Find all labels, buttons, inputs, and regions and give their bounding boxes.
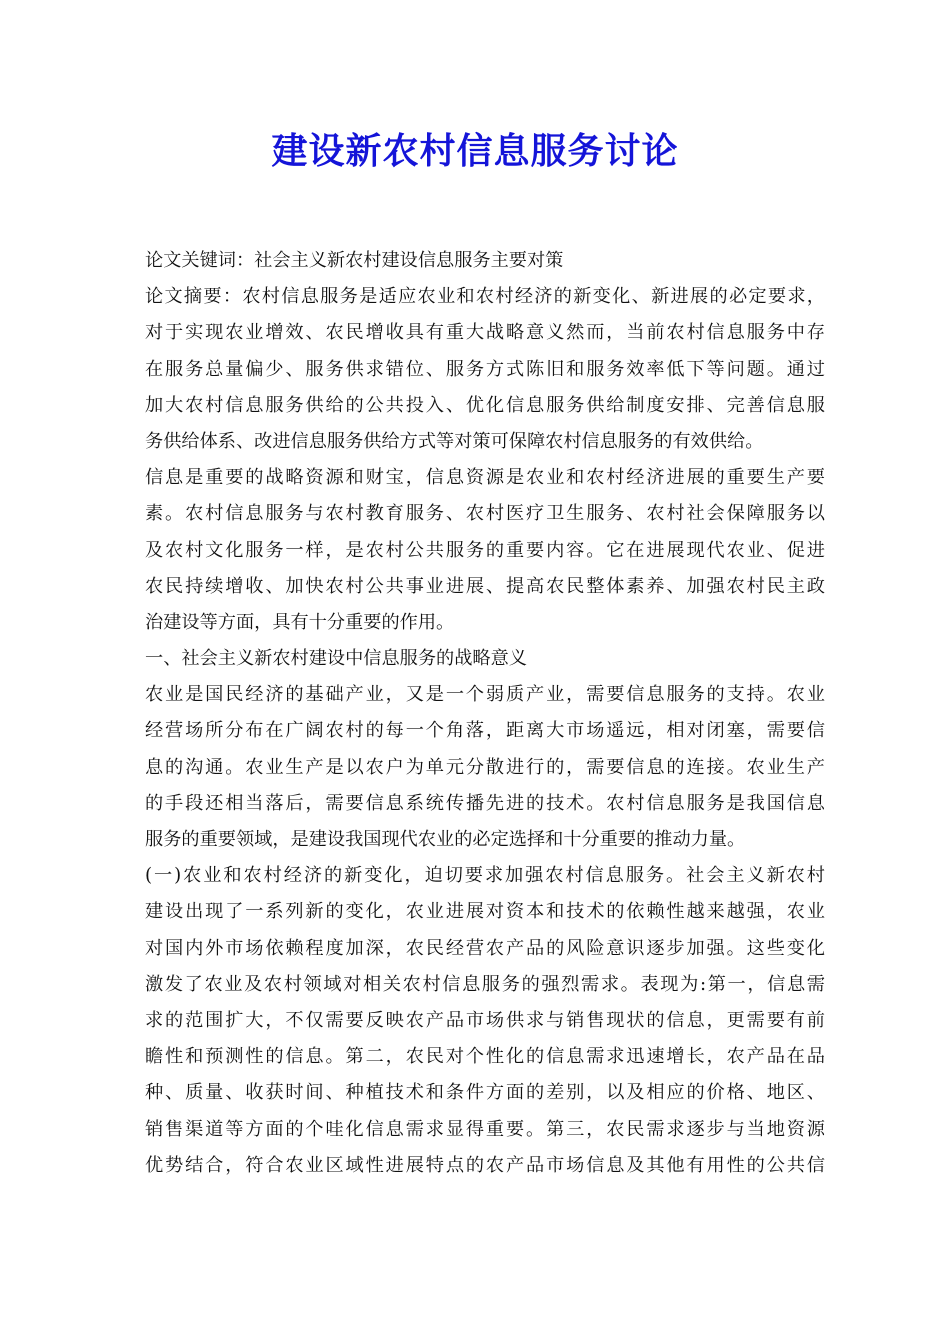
text-line: 种、质量、收获时间、种植技术和条件方面的差别，以及相应的价格、地区、 — [145, 1082, 825, 1104]
text-line: 农业是国民经济的基础产业，又是一个弱质产业，需要信息服务的支持。农业 — [145, 684, 825, 706]
text-line: (一)农业和农村经济的新变化，迫切要求加强农村信息服务。社会主义新农村 — [145, 865, 825, 887]
text-line: 的手段还相当落后，需要信息系统传播先进的技术。农村信息服务是我国信息 — [145, 792, 825, 814]
text-line: 求的范围扩大，不仅需要反映农产品市场供求与销售现状的信息，更需要有前 — [145, 1009, 825, 1031]
text-line: 及农村文化服务一样，是农村公共服务的重要内容。它在进展现代农业、促进 — [145, 539, 825, 561]
text-line: 论文摘要：农村信息服务是适应农业和农村经济的新变化、新进展的必定要求， — [145, 286, 825, 308]
text-line: 一、社会主义新农村建设中信息服务的战略意义 — [145, 648, 527, 670]
document-body — [145, 243, 825, 1184]
text-line: 信息是重要的战略资源和财宝，信息资源是农业和农村经济进展的重要生产要 — [145, 467, 825, 489]
text-line: 优势结合，符合农业区域性进展特点的农产品市场信息及其他有用性的公共信 — [145, 1154, 825, 1176]
text-line: 素。农村信息服务与农村教育服务、农村医疗卫生服务、农村社会保障服务以 — [145, 503, 825, 525]
text-line: 瞻性和预测性的信息。第二，农民对个性化的信息需求迅速增长，农产品在品 — [145, 1046, 825, 1068]
text-line: 治建设等方面，具有十分重要的作用。 — [145, 611, 455, 633]
text-line: 经营场所分布在广阔农村的每一个角落，距离大市场遥远，相对闭塞，需要信 — [145, 720, 825, 742]
text-line: 对于实现农业增效、农民增收具有重大战略意义然而，当前农村信息服务中存 — [145, 322, 825, 344]
text-line: 建设出现了一系列新的变化，农业进展对资本和技术的依赖性越来越强，农业 — [145, 901, 825, 923]
document-title: 建设新农村信息服务讨论 — [271, 131, 679, 172]
text-line: 论文关键词：社会主义新农村建设信息服务主要对策 — [145, 250, 564, 271]
text-line: 农民持续增收、加快农村公共事业进展、提高农民整体素养、加强农村民主政 — [145, 575, 825, 597]
text-line: 服务的重要领域，是建设我国现代农业的必定选择和十分重要的推动力量。 — [145, 829, 746, 850]
text-line: 激发了农业及农村领域对相关农村信息服务的强烈需求。表现为:第一，信息需 — [145, 973, 825, 995]
text-line: 务供给体系、改进信息服务供给方式等对策可保障农村信息服务的有效供给。 — [145, 430, 764, 452]
text-line: 销售渠道等方面的个哇化信息需求显得重要。第三，农民需求逐步与当地资源 — [145, 1118, 825, 1140]
text-line: 在服务总量偏少、服务供求错位、服务方式陈旧和服务效率低下等问题。通过 — [145, 358, 825, 380]
text-line: 加大农村信息服务供给的公共投入、优化信息服务供给制度安排、完善信息服 — [145, 394, 825, 416]
text-line: 对国内外市场依赖程度加深，农民经营农产品的风险意识逐步加强。这些变化 — [145, 937, 825, 959]
text-line: 息的沟通。农业生产是以农户为单元分散进行的，需要信息的连接。农业生产 — [145, 756, 825, 778]
